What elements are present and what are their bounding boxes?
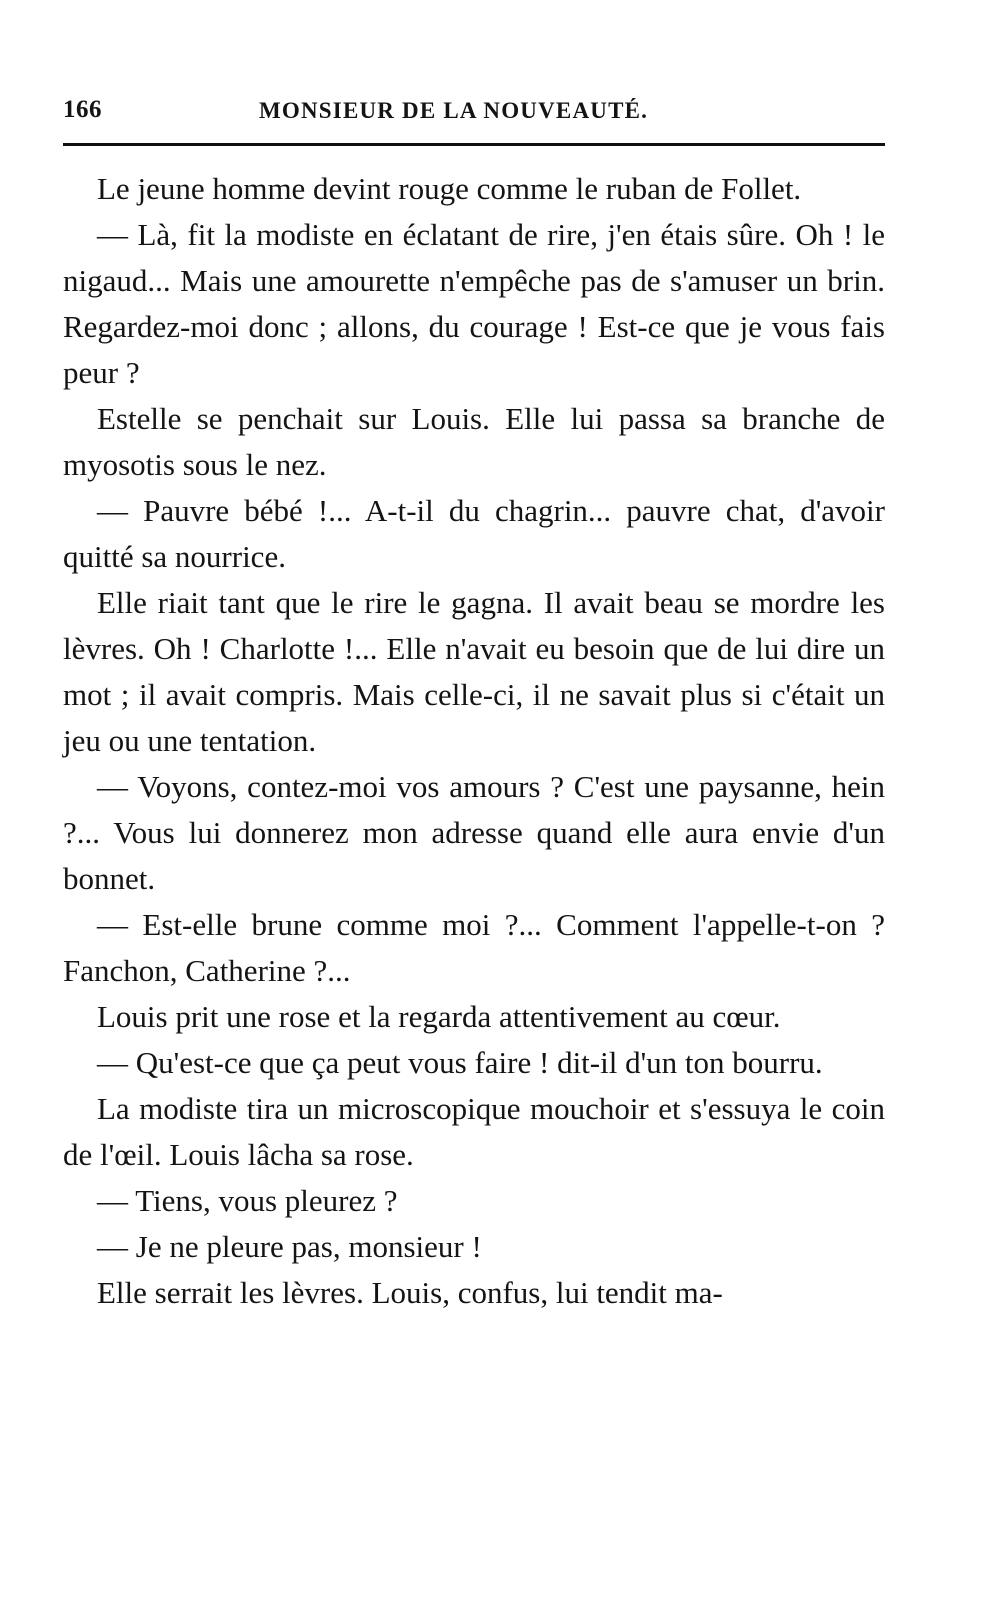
paragraph: — Tiens, vous pleurez ? — [97, 1183, 398, 1218]
paragraph: — Est-elle brune comme moi ?... Comment l'appelle-t-on ? Fanchon, Catherine ?... — [63, 907, 885, 988]
paragraph: — Voyons, contez-moi vos amours ? C'est une paysanne, hein ?... Vous lui donnerez mon adresse quand elle aura envie d'un bonnet. — [63, 769, 885, 896]
paragraph: — Pauvre bébé !... A-t-il du chagrin... pauvre chat, d'avoir quitté sa nourrice. — [63, 493, 885, 574]
paragraph: Elle riait tant que le rire le gagna. Il avait beau se mordre les lèvres. Oh ! Charlotte !... Elle n'avait eu besoin que de lui dire un mot ; il avait compris. Mais celle-ci, il ne savait plus si c'était un jeu ou une tentation. — [63, 585, 885, 758]
paragraph: Estelle se penchait sur Louis. Elle lui passa sa branche de myosotis sous le nez. — [63, 401, 885, 482]
paragraph: Elle serrait les lèvres. Louis, confus, lui tendit ma- — [97, 1275, 723, 1310]
paragraph: — Là, fit la modiste en éclatant de rire, j'en étais sûre. Oh ! le nigaud... Mais une amourette n'empêche pas de s'amuser un brin. Regardez-moi donc ; allons, du courage ! Est-ce que je vous fais peur ? — [63, 217, 885, 390]
page-header — [63, 96, 885, 136]
paragraph: Louis prit une rose et la regarda attentivement au cœur. — [97, 999, 781, 1034]
page-number: 166 — [63, 96, 102, 123]
paragraph: Le jeune homme devint rouge comme le ruban de Follet. — [97, 171, 802, 206]
running-title: MONSIEUR DE LA NOUVEAUTÉ. — [259, 98, 649, 123]
body-text — [63, 166, 885, 1316]
header-rule — [63, 143, 885, 146]
paragraph: — Qu'est-ce que ça peut vous faire ! dit-il d'un ton bourru. — [97, 1045, 823, 1080]
paragraph: La modiste tira un microscopique mouchoir et s'essuya le coin de l'œil. Louis lâcha sa rose. — [63, 1091, 885, 1172]
paragraph: — Je ne pleure pas, monsieur ! — [97, 1229, 482, 1264]
